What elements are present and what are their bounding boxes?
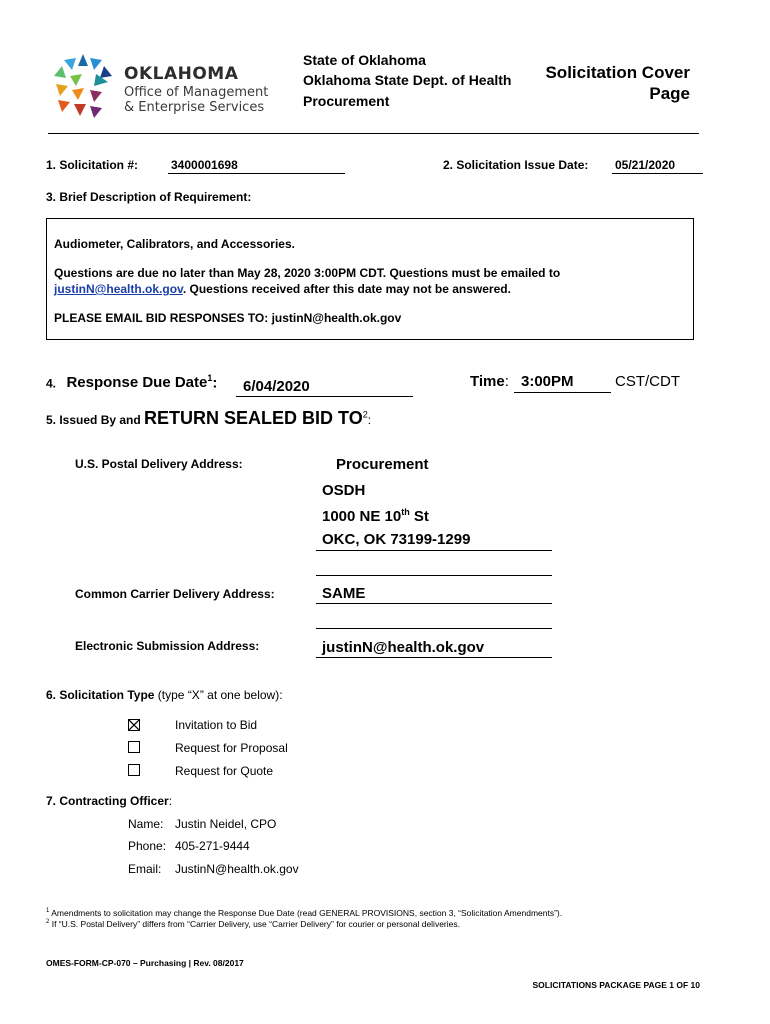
electronic-address-top-line	[316, 628, 552, 629]
postal-address-line-4[interactable]: OKC, OK 73199-1299	[316, 531, 552, 551]
postal-address-line-3-sup: th	[401, 507, 410, 517]
response-due-date-text: Response Due Date	[66, 374, 208, 392]
issue-date-field[interactable]: 05/21/2020	[612, 158, 703, 174]
omes-logo	[50, 52, 290, 124]
contracting-officer-label-text: 7. Contracting Officer	[46, 794, 169, 808]
electronic-address-field[interactable]: justinN@health.ok.gov	[316, 639, 552, 658]
logo-line-2: Office of Management	[124, 85, 269, 100]
time-label-text: Time	[470, 373, 505, 390]
page-title	[545, 62, 690, 104]
time-label	[470, 373, 509, 390]
description-line-1: Audiometer, Calibrators, and Accessories.	[54, 237, 295, 251]
request-for-proposal-label: Request for Proposal	[175, 741, 288, 755]
response-due-date-colon: :	[212, 374, 218, 392]
footnote-2-text: If “U.S. Postal Delivery” differs from “Carrier Delivery, use “Carrier Delivery” for courier or personal deliveries.	[51, 919, 460, 929]
logo-line-1: OKLAHOMA	[124, 64, 239, 84]
header-dept: Oklahoma State Dept. of Health	[303, 72, 512, 88]
issued-by-label	[46, 408, 371, 429]
postal-address-line-3-post: St	[409, 508, 429, 525]
timezone-label: CST/CDT	[615, 373, 680, 390]
solicitation-type-label-bold: 6. Solicitation Type	[46, 688, 155, 702]
email-link[interactable]: justinN@health.ok.gov	[54, 282, 183, 296]
response-due-date-sup: 1	[207, 373, 213, 383]
description-line-3	[54, 282, 511, 296]
description-line-4: PLEASE EMAIL BID RESPONSES TO: justinN@health.ok.gov	[54, 311, 402, 325]
response-due-date-num: 4.	[46, 376, 57, 391]
header-state: State of Oklahoma	[303, 52, 426, 68]
header-division: Procurement	[303, 93, 390, 109]
officer-name-label: Name:	[128, 817, 164, 831]
carrier-address-label: Common Carrier Delivery Address:	[75, 587, 275, 601]
issued-by-sup: 2	[362, 409, 368, 420]
invitation-to-bid-checkbox[interactable]	[128, 719, 140, 731]
response-due-date-label	[46, 373, 217, 392]
page-number: SOLICITATIONS PACKAGE PAGE 1 OF 10	[532, 980, 700, 990]
solicitation-type-label-rest: (type “X” at one below)	[154, 688, 280, 702]
description-line-3-rest: . Questions received after this date may not be answered.	[182, 282, 511, 296]
request-for-quote-label: Request for Quote	[175, 764, 274, 778]
officer-email-value[interactable]: JustinN@health.ok.gov	[175, 862, 299, 876]
officer-email-label: Email:	[128, 862, 162, 876]
footnote-2	[46, 919, 706, 929]
footnote-1-num: 1	[46, 908, 50, 915]
time-field[interactable]: 3:00PM	[514, 373, 611, 393]
electronic-address-label: Electronic Submission Address:	[75, 639, 260, 653]
invitation-to-bid-label: Invitation to Bid	[175, 718, 258, 732]
solicitation-type-colon: :	[279, 688, 283, 702]
solicitation-type-label	[46, 688, 283, 702]
footnote-2-num: 2	[46, 919, 50, 926]
postal-address-line-2[interactable]: OSDH	[322, 482, 366, 499]
form-id: OMES-FORM-CP-070 – Purchasing | Rev. 08/2017	[46, 958, 244, 968]
contracting-officer-colon: :	[168, 794, 173, 808]
footnote-1-text: Amendments to solicitation may change the Response Due Date (read GENERAL PROVISIONS, section 3, “Solicitation Amendments”).	[51, 908, 563, 918]
officer-name-value: Justin Neidel, CPO	[175, 817, 277, 831]
issue-date-label: 2. Solicitation Issue Date:	[443, 158, 589, 172]
description-line-2: Questions are due no later than May 28, 2020 3:00PM CDT. Questions must be emailed to	[54, 266, 561, 280]
logo-line-3: & Enterprise Services	[124, 100, 265, 115]
request-for-proposal-checkbox[interactable]	[128, 741, 140, 753]
carrier-address-top-line	[316, 575, 552, 576]
issued-by-label-big: RETURN SEALED BID TO	[144, 408, 363, 428]
footnote-1	[46, 908, 706, 918]
solicitation-number-label: 1. Solicitation #:	[46, 158, 139, 172]
solicitation-number-field[interactable]: 3400001698	[168, 158, 345, 174]
brief-description-label: 3. Brief Description of Requirement:	[46, 190, 252, 204]
officer-phone-label: Phone:	[128, 839, 167, 853]
page-title-line-2: Page	[649, 84, 690, 103]
checkbox-x-icon	[129, 720, 139, 730]
header-divider	[48, 133, 699, 134]
postal-address-line-3[interactable]	[322, 507, 429, 525]
issued-by-label-small: 5. Issued By and	[46, 413, 145, 427]
issued-by-colon: :	[367, 413, 372, 427]
request-for-quote-checkbox[interactable]	[128, 764, 140, 776]
response-due-date-field[interactable]: 6/04/2020	[236, 378, 413, 397]
oklahoma-star-icon	[50, 52, 116, 122]
officer-phone-value: 405-271-9444	[175, 839, 250, 853]
time-label-colon: :	[504, 373, 509, 390]
contracting-officer-label	[46, 794, 172, 808]
postal-address-line-3-pre: 1000 NE 10	[322, 508, 402, 525]
postal-address-label: U.S. Postal Delivery Address:	[75, 457, 243, 471]
page-title-line-1: Solicitation Cover	[545, 63, 690, 82]
postal-address-line-1[interactable]: Procurement	[336, 456, 429, 473]
carrier-address-field[interactable]: SAME	[316, 585, 552, 604]
